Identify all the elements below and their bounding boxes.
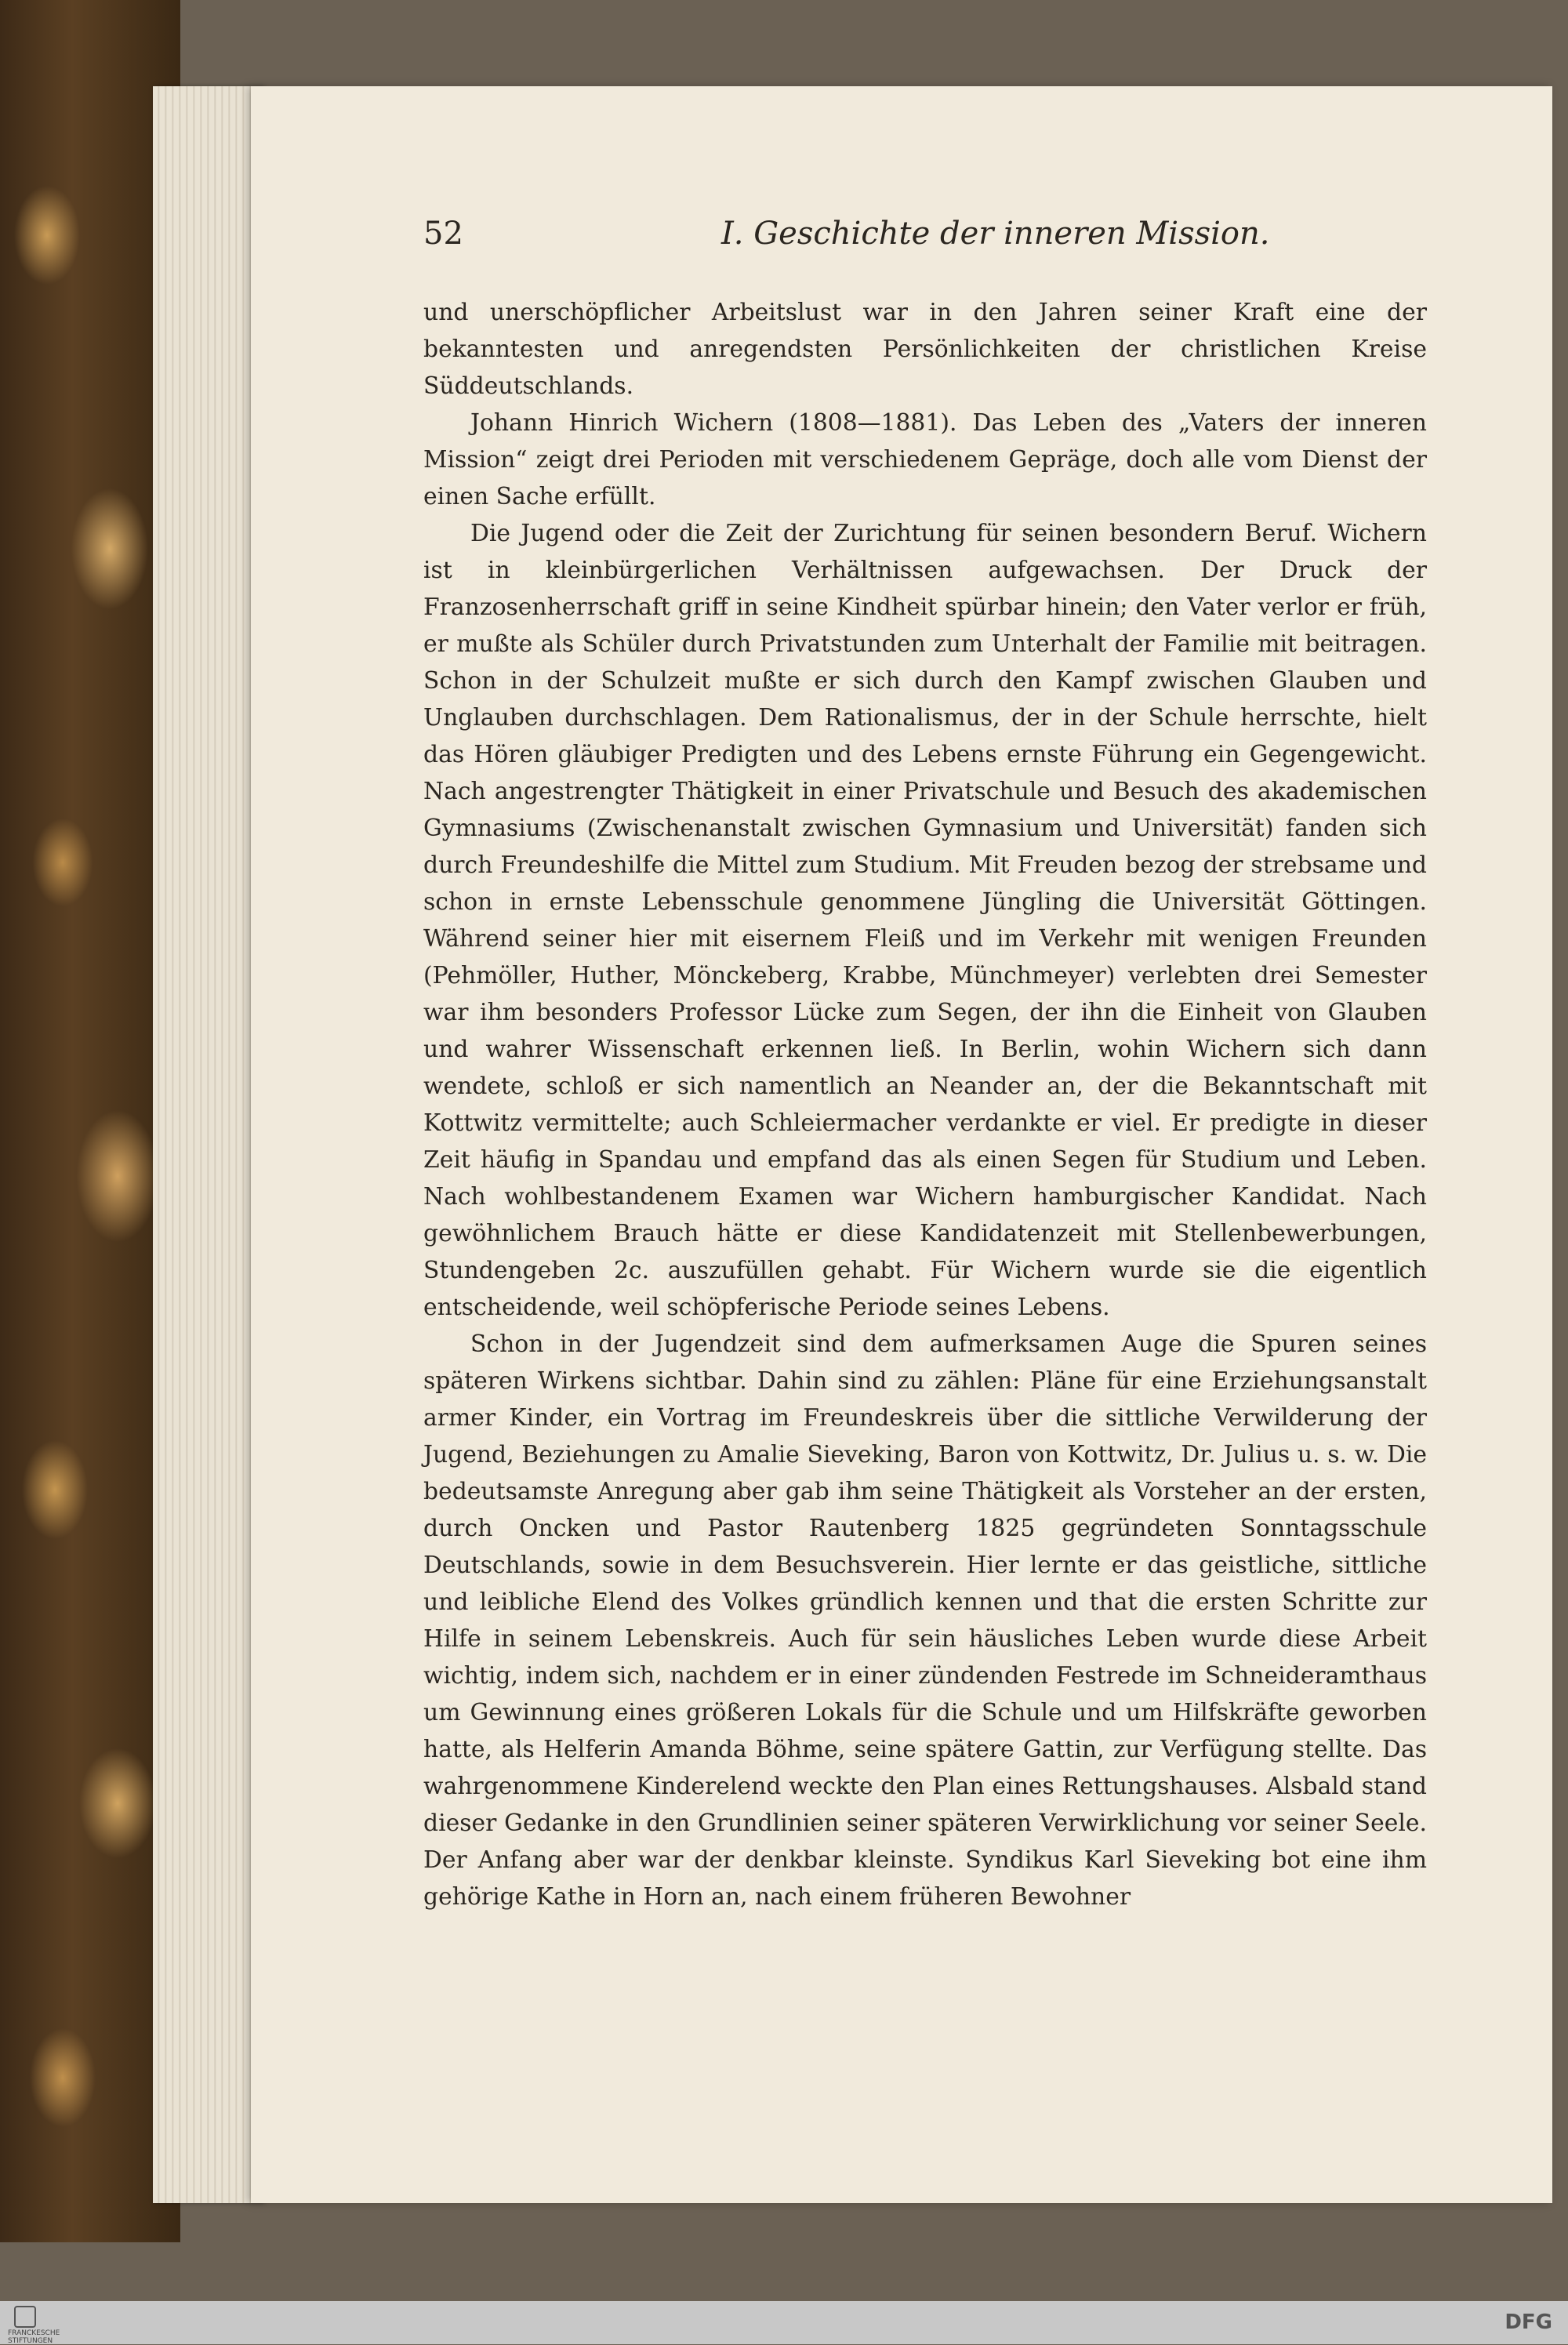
paragraph-wichern-intro: Johann Hinrich Wichern (1808—1881). Das Leben des „Vaters der inneren Mission“ zeigt drei Perioden mit verschiedenem Gepräge, doch alle vom Dienst der einen Sache erfüllt. <box>423 409 1427 510</box>
body-text <box>423 294 1427 1915</box>
dfg-logo: DFG <box>1504 2311 1552 2334</box>
library-logo-text: FRANCKESCHE STIFTUNGEN <box>8 2329 60 2345</box>
paragraph-continued: und unerschöpflicher Arbeitslust war in den Jahren seiner Kraft eine der bekanntesten und anregendsten Persönlichkeiten der christlichen Kreise Süddeutschlands. <box>423 299 1427 400</box>
paragraph-early-work: Schon in der Jugendzeit sind dem aufmerksamen Auge die Spuren seines späteren Wirkens sichtbar. Dahin sind zu zählen: Pläne für eine Erziehungsanstalt armer Kinder, ein Vortrag im Freundeskreis über die sittliche Verwilderung der Jugend, Beziehungen zu Amalie Sieveking, Baron von Kottwitz, Dr. Julius u. s. w. Die bedeutsamste Anregung aber gab ihm seine Thätigkeit als Vorsteher an der ersten, durch Oncken und Pastor Rautenberg 1825 gegründeten Sonntagsschule Deutschlands, sowie in dem Besuchsverein. Hier lernte er das geistliche, sittliche und leibliche Elend des Volkes gründlich kennen und that die ersten Schritte zur Hilfe in seinem Lebenskreis. Auch für sein häusliches Leben wurde diese Arbeit wichtig, indem sich, nachdem er in einer zündenden Festrede im Schneideramthaus um Gewinnung eines größeren Lokals für die Schule und um Hilfskräfte geworben hatte, als Helferin Amanda Böhme, seine spätere Gattin, zur Verfügung stellte. Das wahrgenommene Kinderelend weckte den Plan eines Rettungshauses. Alsbald stand dieser Gedanke in den Grundlinien seiner späteren Verwirklichung vor seiner Seele. Der Anfang aber war der denkbar kleinste. Syndikus Karl Sieveking bot eine ihm gehörige Kathe in Horn an, nach einem früheren Bewohner <box>423 1330 1427 1911</box>
library-logo-icon <box>8 2306 60 2345</box>
page-header <box>423 216 1443 263</box>
page-edges <box>153 86 263 2203</box>
running-title: I. Geschichte der inneren Mission. <box>721 216 1270 252</box>
viewer-footer <box>0 2301 1568 2344</box>
paragraph-youth: Die Jugend oder die Zeit der Zurichtung für seinen besondern Beruf. Wichern ist in kleinbürgerlichen Verhältnissen aufgewachsen. Der Druck der Franzosenherrschaft griff in seine Kindheit spürbar hinein; den Vater verlor er früh, er mußte als Schüler durch Privatstunden zum Unterhalt der Familie mit beitragen. Schon in der Schulzeit mußte er sich durch den Kampf zwischen Glauben und Unglauben durchschlagen. Dem Rationalismus, der in der Schule herrschte, hielt das Hören gläubiger Predigten und des Lebens ernste Führung ein Gegengewicht. Nach angestrengter Thätigkeit in einer Privatschule und Besuch des akademischen Gymnasiums (Zwischenanstalt zwischen Gymnasium und Universität) fanden sich durch Freundeshilfe die Mittel zum Studium. Mit Freuden bezog der strebsame und schon in ernste Lebensschule genommene Jüngling die Universität Göttingen. Während seiner hier mit eisernem Fleiß und im Verkehr mit wenigen Freunden (Pehmöller, Huther, Mönckeberg, Krabbe, Münchmeyer) verlebten drei Semester war ihm besonders Professor Lücke zum Segen, der ihn die Einheit von Glauben und wahrer Wissenschaft erkennen ließ. In Berlin, wohin Wichern sich dann wendete, schloß er sich namentlich an Neander an, der die Bekanntschaft mit Kottwitz vermittelte; auch Schleiermacher verdankte er viel. Er predigte in dieser Zeit häufig in Spandau und empfand das als einen Segen für Studium und Leben. Nach wohlbestandenem Examen war Wichern hamburgischer Kandidat. Nach gewöhnlichem Brauch hätte er diese Kandidatenzeit mit Stellenbewerbungen, Stundengeben 2c. auszufüllen gehabt. Für Wichern wurde sie die eigentlich entscheidende, weil schöpferische Periode seines Lebens. <box>423 520 1427 1321</box>
page-number: 52 <box>423 216 463 252</box>
